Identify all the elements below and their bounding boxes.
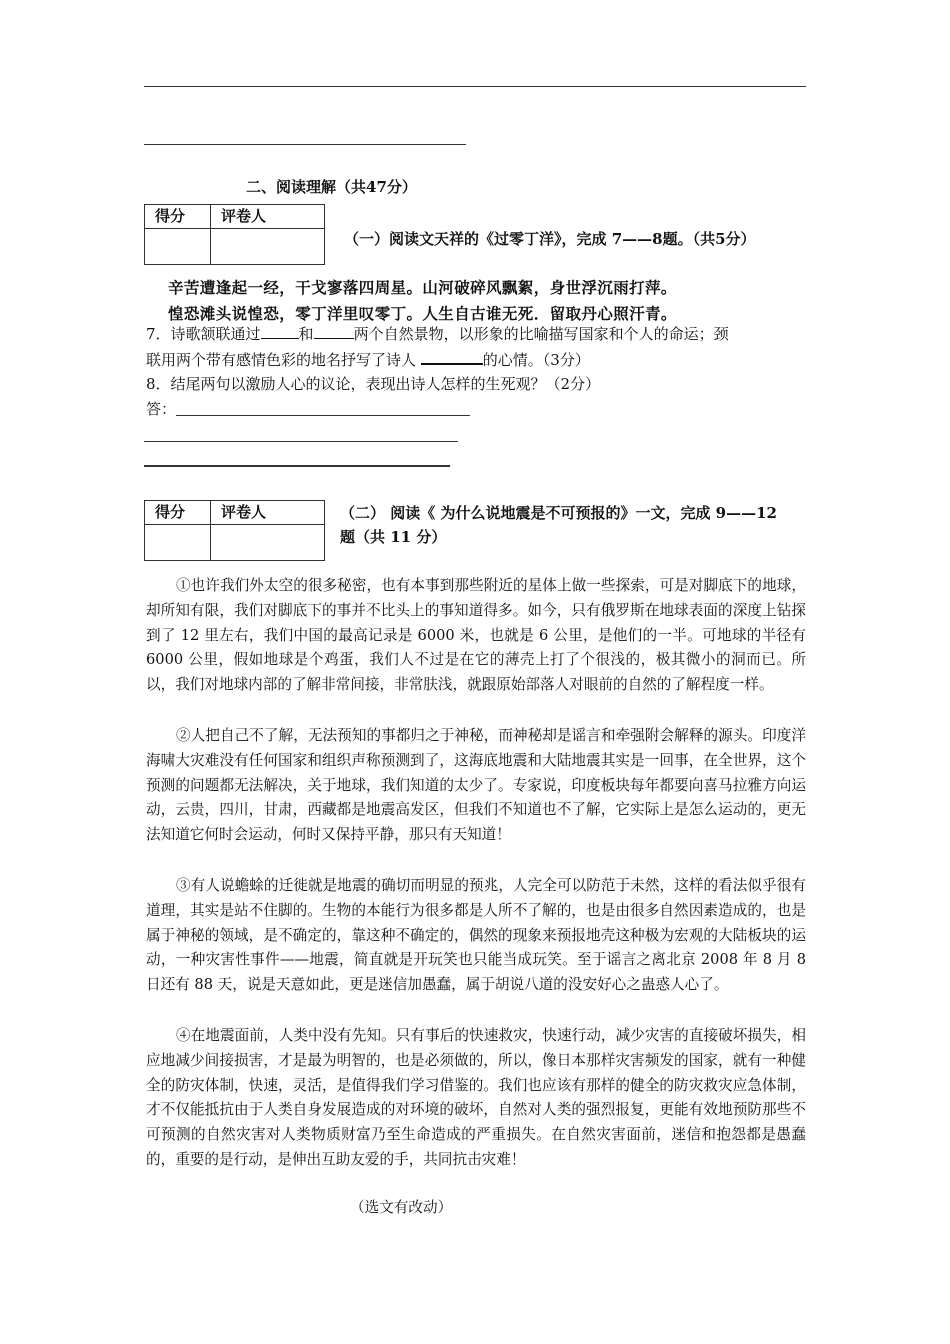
source-note: （选文有改动） [350, 1199, 453, 1216]
score-label: 得分 [145, 501, 211, 525]
score-cell[interactable] [145, 525, 211, 561]
answer-line[interactable] [144, 441, 458, 442]
article-paragraph-1: ①也许我们外太空的很多秘密，也有本事到那些附近的星体上做一些探索，可是对脚底下的地球，却所知有限，我们对脚底下的事并不比头上的事知道得多。如今，只有俄罗斯在地球表面的深度上钻探到了 12 里左右，我们中国的最高记录是 6000 米，也就是 6 公里，是他们的一半。可地球的半径有 6000 公里，假如地球是个鸡蛋，我们人不过是在它的薄壳上打了个很浅的，极其微小的洞而已。所以，我们对地球内部的了解非常间接，非常肤浅，就跟原始部落人对眼前的自然的了解程度一样。 [146, 577, 806, 694]
part1-heading: （一）阅读文天祥的《过零丁洋》，完成 7——8题。（共5分） [344, 230, 756, 248]
question-8: 8．结尾两句以激励人心的议论，表现出诗人怎样的生死观？（2分） [146, 375, 601, 393]
header-rule [144, 86, 806, 87]
answer-label: 答： [146, 400, 177, 418]
question-7 [146, 322, 810, 373]
q7-prefix: 7．诗歌颔联通过 [146, 325, 261, 343]
q7-line2b: 的心情。（3分） [482, 351, 590, 369]
article-paragraph-4: ④在地震面前，人类中没有先知。只有事后的快速救灾，快速行动，减少灾害的直接破坏损失，相应地减少间接损害，才是最为明智的，也是必须做的，所以，像日本那样灾害频发的国家，就有一种健全的防灾体制，快速，灵活，是值得我们学习借鉴的。我们也应该有那样的健全的防灾救灾应急体制，才不仅能抵抗由于人类自身发展造成的对环境的破坏，自然对人类的强烈报复，更能有效地预防那些不可预测的自然灾害对人类物质财富乃至生命造成的严重损失。在自然灾害面前，迷信和抱怨都是愚蠢的，重要的是行动，是伸出互助友爱的手，共同抗击灾难！ [146, 1027, 806, 1168]
score-box-1 [144, 204, 325, 265]
grader-label: 评卷人 [211, 205, 325, 229]
answer-line [144, 144, 466, 145]
grader-cell[interactable] [211, 525, 325, 561]
article-paragraph-2: ②人把自己不了解，无法预知的事都归之于神秘，而神秘却是谣言和牵强附会解释的源头。印度洋海啸大灾难没有任何国家和组织声称预测到了，这海底地震和大陆地震其实是一回事，在全世界，这个预测的问题都无法解决，关于地球，我们知道的太少了。专家说，印度板块每年都要向喜马拉雅方向运动，云贵，四川，甘肃，西藏都是地震高发区，但我们不知道也不了解，它实际上是怎么运动的，更无法知道它何时会运动，何时又保持平静，那只有天知道！ [146, 727, 806, 844]
q7-blank-1[interactable] [261, 322, 299, 339]
q7-mid1: 和 [298, 325, 314, 343]
score-cell[interactable] [145, 229, 211, 265]
part2-heading-line2: 题（共 11 分） [340, 528, 447, 546]
section-title: 二、阅读理解（共47分） [246, 178, 417, 196]
grader-label: 评卷人 [211, 501, 325, 525]
poem-line-1: 辛苦遭逢起一经，干戈寥落四周星。山河破碎风飘絮，身世浮沉雨打萍。 [168, 278, 677, 297]
poem-line-2: 惶恐滩头说惶恐，零丁洋里叹零丁。人生自古谁无死．留取丹心照汗青。 [168, 304, 677, 323]
q7-blank-2[interactable] [314, 322, 354, 339]
score-box-2 [144, 500, 325, 561]
score-label: 得分 [145, 205, 211, 229]
q7-blank-3[interactable] [421, 347, 483, 365]
article-paragraph-3: ③有人说蟾蜍的迁徙就是地震的确切而明显的预兆，人完全可以防范于未然，这样的看法似乎很有道理，其实是站不住脚的。生物的本能行为很多都是人所不了解的，也是由很多自然因素造成的，也是属于神秘的领域，是不确定的，靠这种不确定的，偶然的现象来预报地壳这种极为宏观的大陆板块的运动，一种灾害性事件——地震，简直就是开玩笑也只能当成玩笑。至于谣言之离北京 2008 年 8 月 8 日还有 88 天，说是天意如此，更是迷信加愚蠢，属于胡说八道的没安好心之蛊惑人心了。 [146, 877, 806, 994]
answer-line[interactable] [176, 415, 470, 416]
answer-line[interactable] [144, 465, 450, 467]
q7-line2a: 联用两个带有感情色彩的地名抒写了诗人 [146, 351, 421, 369]
q7-mid2: 两个自然景物，以形象的比喻描写国家和个人的命运；颈 [353, 325, 729, 343]
part2-heading-line1: （二） 阅读《 为什么说地震是不可预报的》一文，完成 9——12 [340, 504, 777, 522]
grader-cell[interactable] [211, 229, 325, 265]
